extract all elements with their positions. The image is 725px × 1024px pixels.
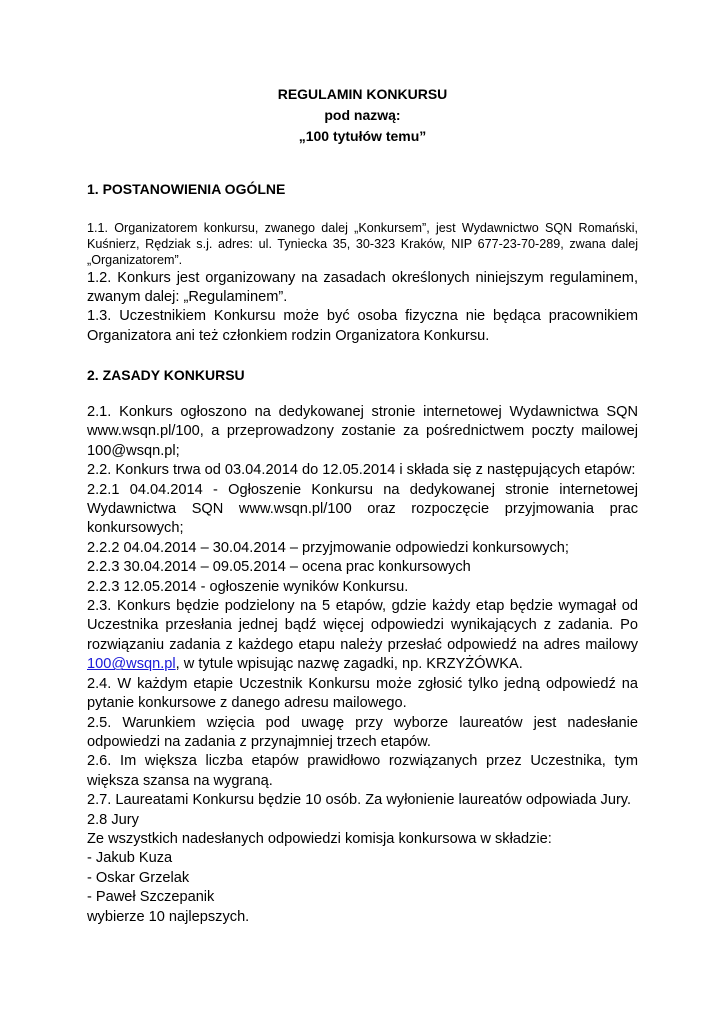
paragraph-2-4: 2.4. W każdym etapie Uczestnik Konkursu może zgłosić tylko jedną odpowiedź na pytanie konkursowe z danego adresu mailowego. (87, 675, 638, 712)
section-2-heading: 2. ZASADY KONKURSU (87, 367, 245, 383)
section-1-heading: 1. POSTANOWIENIA OGÓLNE (87, 181, 286, 197)
paragraph-2-6: 2.6. Im większa liczba etapów prawidłowo rozwiązanych przez Uczestnika, tym większa szansa na wygraną. (87, 753, 638, 789)
jury-member: - Oskar Grzelak (87, 869, 190, 886)
title-line-2: pod nazwą: (324, 107, 401, 123)
paragraph-2-3-text: 2.3. Konkurs będzie podzielony na 5 etapów, gdzie każdy etap będzie wymagał od Uczestnika przesłania jednej bądź więcej odpowiedzi wynikających z zadania. Po rozwiązaniu zadania z każdego etapu należy przesłać odpowiedź na adres mailowy (87, 598, 638, 653)
section-1-body (87, 220, 638, 346)
paragraph-2-2: 2.2. Konkurs trwa od 03.04.2014 do 12.05.2014 i składa się z następujących etapów: (87, 462, 636, 479)
paragraph-2-2-3b: 2.2.3 12.05.2014 - ogłoszenie wyników Konkursu. (87, 578, 409, 595)
paragraph-2-8: 2.8 Jury (87, 811, 139, 828)
document-title (0, 84, 725, 147)
jury-member: - Jakub Kuza (87, 850, 173, 867)
paragraph-2-2-1: 2.2.1 04.04.2014 - Ogłoszenie Konkursu na dedykowanej stronie internetowej Wydawnictwa SQN www.wsqn.pl/100 oraz rozpoczęcie przyjmowania prac konkursowych; (87, 481, 638, 537)
paragraph-2-1: 2.1. Konkurs ogłoszono na dedykowanej stronie internetowej Wydawnictwa SQN www.wsqn.pl/100, a przeprowadzony zostanie za pośrednictwem poczty mailowej 100@wsqn.pl; (87, 404, 638, 459)
paragraph-2-7: 2.7. Laureatami Konkursu będzie 10 osób. Za wyłonienie laureatów odpowiada Jury. (87, 792, 632, 809)
paragraph-2-2-2: 2.2.2 04.04.2014 – 30.04.2014 – przyjmowanie odpowiedzi konkursowych; (87, 539, 569, 556)
paragraph-1-2: 1.2. Konkurs jest organizowany na zasadach określonych niniejszym regulaminem, zwanym dalej: „Regulaminem”. (87, 269, 638, 306)
paragraph-1-1: 1.1. Organizatorem konkursu, zwanego dalej „Konkursem”, jest Wydawnictwo SQN Romański, Kuśnierz, Rędziak s.j. adres: ul. Tyniecka 35, 30-323 Kraków, NIP 677-23-70-289, zwana dalej „Organizatorem”. (87, 221, 638, 268)
section-2-body (87, 403, 638, 927)
title-line-1: REGULAMIN KONKURSU (277, 86, 448, 102)
title-line-3: „100 tytułów temu” (298, 128, 427, 144)
jury-member: - Paweł Szczepanik (87, 889, 215, 906)
paragraph-2-2-3a: 2.2.3 30.04.2014 – 09.05.2014 – ocena prac konkursowych (87, 559, 471, 576)
paragraph-1-3: 1.3. Uczestnikiem Konkursu może być osoba fizyczna nie będąca pracownikiem Organizatora ani też członkiem rodzin Organizatora Konkursu. (87, 308, 638, 344)
paragraph-2-3-tail: , w tytule wpisując nazwę zagadki, np. KRZYŻÓWKA. (175, 656, 523, 673)
paragraph-2-5: 2.5. Warunkiem wzięcia pod uwagę przy wyborze laureatów jest nadesłanie odpowiedzi na zadania z przynajmniej trzech etapów. (87, 714, 638, 750)
paragraph-2-3 (87, 597, 638, 675)
jury-outro: wybierze 10 najlepszych. (87, 908, 250, 925)
email-link[interactable]: 100@wsqn.pl (87, 656, 176, 673)
jury-intro: Ze wszystkich nadesłanych odpowiedzi komisja konkursowa w składzie: (87, 830, 552, 847)
